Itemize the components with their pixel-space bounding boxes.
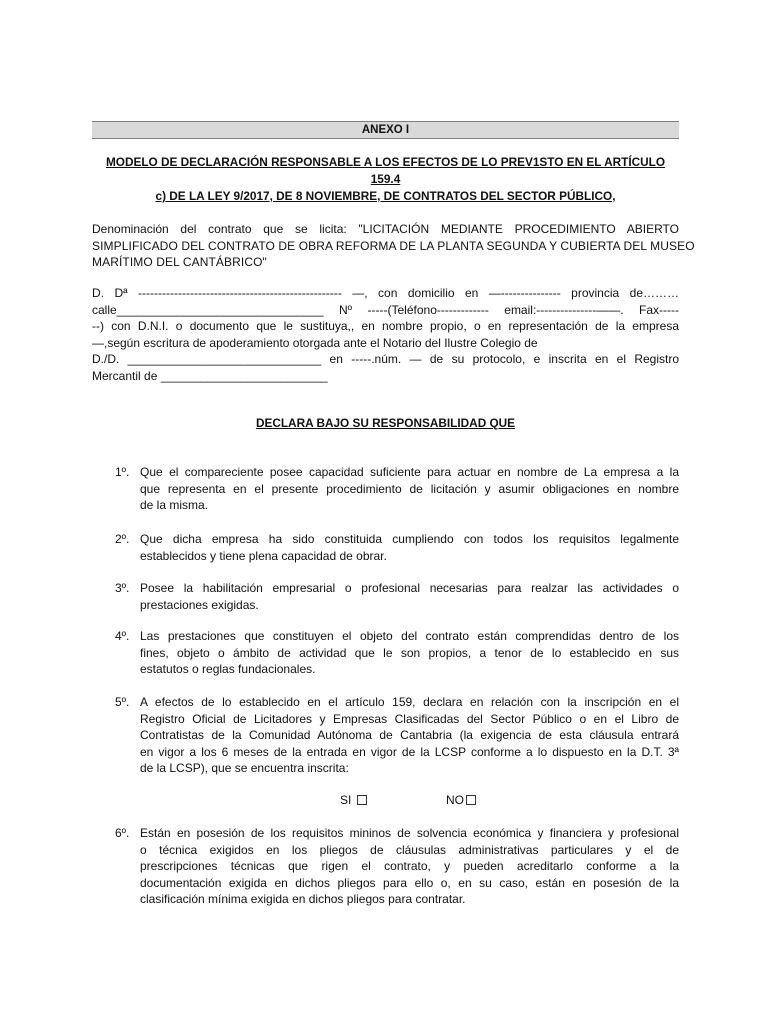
- item-text-line: fines, objeto o ámbito de actividad que le son propios, a tenor de lo establecido en sus: [140, 645, 679, 660]
- item-text-line: Están en posesión de los requisitos mininos de solvencia económica y financiera y profesional: [140, 826, 679, 840]
- item-text-line: que representa en el presente procedimiento de licitación y asumir obligaciones en nombre: [140, 481, 679, 496]
- declaration-item-4: [115, 628, 679, 678]
- item-number: 6º.: [115, 826, 130, 840]
- declaration-item-3: [115, 580, 679, 613]
- declarant-line-3: --) con D.N.I. o documento que le sustituya,, en nombre propio, o en representación de la empresa: [92, 319, 679, 334]
- item-text-line: clasificación mínima exigida en dichos pliegos para contratar.: [140, 892, 466, 907]
- item-text-line: A efectos de lo establecido en el artículo 159, declara en relación con la inscripción en el: [140, 695, 679, 709]
- item-number: 4º.: [115, 629, 130, 643]
- item-number: 2º.: [115, 532, 130, 546]
- declaration-item-1: [115, 464, 679, 514]
- declaration-item-6: [115, 825, 679, 908]
- contract-line-3: MARÍTIMO DEL CANTÁBRICO": [92, 255, 267, 270]
- item-text-line: o técnica exigidos en los pliegos de cláusulas administrativas particulares y el de: [140, 842, 679, 857]
- item-number: 1º.: [115, 465, 130, 479]
- choice-yes[interactable]: [340, 793, 367, 807]
- item-text-line: documentación exigida en dichos pliegos para ello o, en su caso, están en posesión de la: [140, 875, 679, 890]
- declarant-details: [92, 285, 679, 385]
- item-text-line: de la LCSP), que se encuentra inscrita:: [140, 761, 349, 776]
- section-title: DECLARA BAJO SU RESPONSABILIDAD QUE: [255, 416, 516, 430]
- item-text-line: Que el compareciente posee capacidad suficiente para actuar en nombre de La empresa a la: [140, 465, 679, 479]
- item-text-line: prescripciones técnicas que rigen el contrato, y pueden acreditarlo conforme a la: [140, 859, 679, 874]
- declaration-item-5: [115, 694, 679, 777]
- choice-yes-label: SI: [340, 793, 352, 807]
- declarant-line-6: Mercantil de _________________________: [92, 368, 328, 383]
- contract-line-2: SIMPLIFICADO DEL CONTRATO DE OBRA REFORMA DE LA PLANTA SEGUNDA Y CUBIERTA DEL MUSEO: [92, 238, 695, 253]
- item-number: 5º.: [115, 695, 130, 709]
- item-text-line: establecidos y tiene plena capacidad de obrar.: [140, 548, 387, 563]
- no-checkbox[interactable]: [466, 795, 476, 805]
- declarant-line-4: —,según escritura de apoderamiento otorgada ante el Notario del Ilustre Colegio de: [92, 335, 538, 350]
- item-number: 3º.: [115, 581, 130, 595]
- contract-denomination: [92, 221, 695, 271]
- item-text-line: estatutos o reglas fundacionales.: [140, 662, 316, 677]
- item-text-line: Posee la habilitación empresarial o profesional necesarias para realzar las actividades o: [140, 581, 679, 595]
- yes-checkbox[interactable]: [357, 795, 367, 805]
- choice-no-label: NO: [446, 793, 464, 807]
- declarant-line-2: calle_______________________________ Nº -----(Teléfono------------- email:---------------——. Fax-----: [92, 302, 679, 317]
- item-text-line: prestaciones exigidas.: [140, 597, 259, 612]
- title-line-2: c) DE LA LEY 9/2017, DE 8 NOVIEMBRE, DE CONTRATOS DEL SECTOR PÚBLICO,: [155, 189, 616, 203]
- item-text-line: Las prestaciones que constituyen el objeto del contrato están comprendidas dentro de los: [140, 629, 679, 643]
- item-text-line: Registro Oficial de Licitadores y Empresas Clasificadas del Sector Público o en el Libro de: [140, 711, 679, 726]
- declarant-line-5: D./D. _____________________________ en -----.núm. — de su protocolo, e inscrita en el Registro: [92, 352, 679, 367]
- item-text-line: Contratistas de la Comunidad Autónoma de Cantabria (la exigencia de esta cláusula entrará: [140, 728, 679, 743]
- annex-header: ANEXO I: [92, 121, 679, 139]
- choice-no[interactable]: [446, 793, 476, 807]
- contract-line-1: Denominación del contrato que se licita: "LICITACIÓN MEDIANTE PROCEDIMIENTO ABIERTO: [92, 222, 679, 236]
- declarant-line-1: D. Dª --------------------------------------------------- —, con domicilio en —--------------- provincia de………: [92, 286, 679, 300]
- item-text-line: de la misma.: [140, 498, 209, 513]
- title-line-1: MODELO DE DECLARACIÓN RESPONSABLE A LOS EFECTOS DE LO PREV1STO EN EL ARTÍCULO 159.4: [105, 155, 666, 186]
- declaration-item-2: [115, 531, 679, 564]
- item-text-line: Que dicha empresa ha sido constituida cumpliendo con todos los requisitos legalmente: [140, 532, 679, 546]
- document-title: [92, 154, 679, 205]
- item-text-line: en vigor a los 6 meses de la entrada en vigor de la LCSP conforme a lo dispuesto en la D.T. 3ª: [140, 744, 679, 759]
